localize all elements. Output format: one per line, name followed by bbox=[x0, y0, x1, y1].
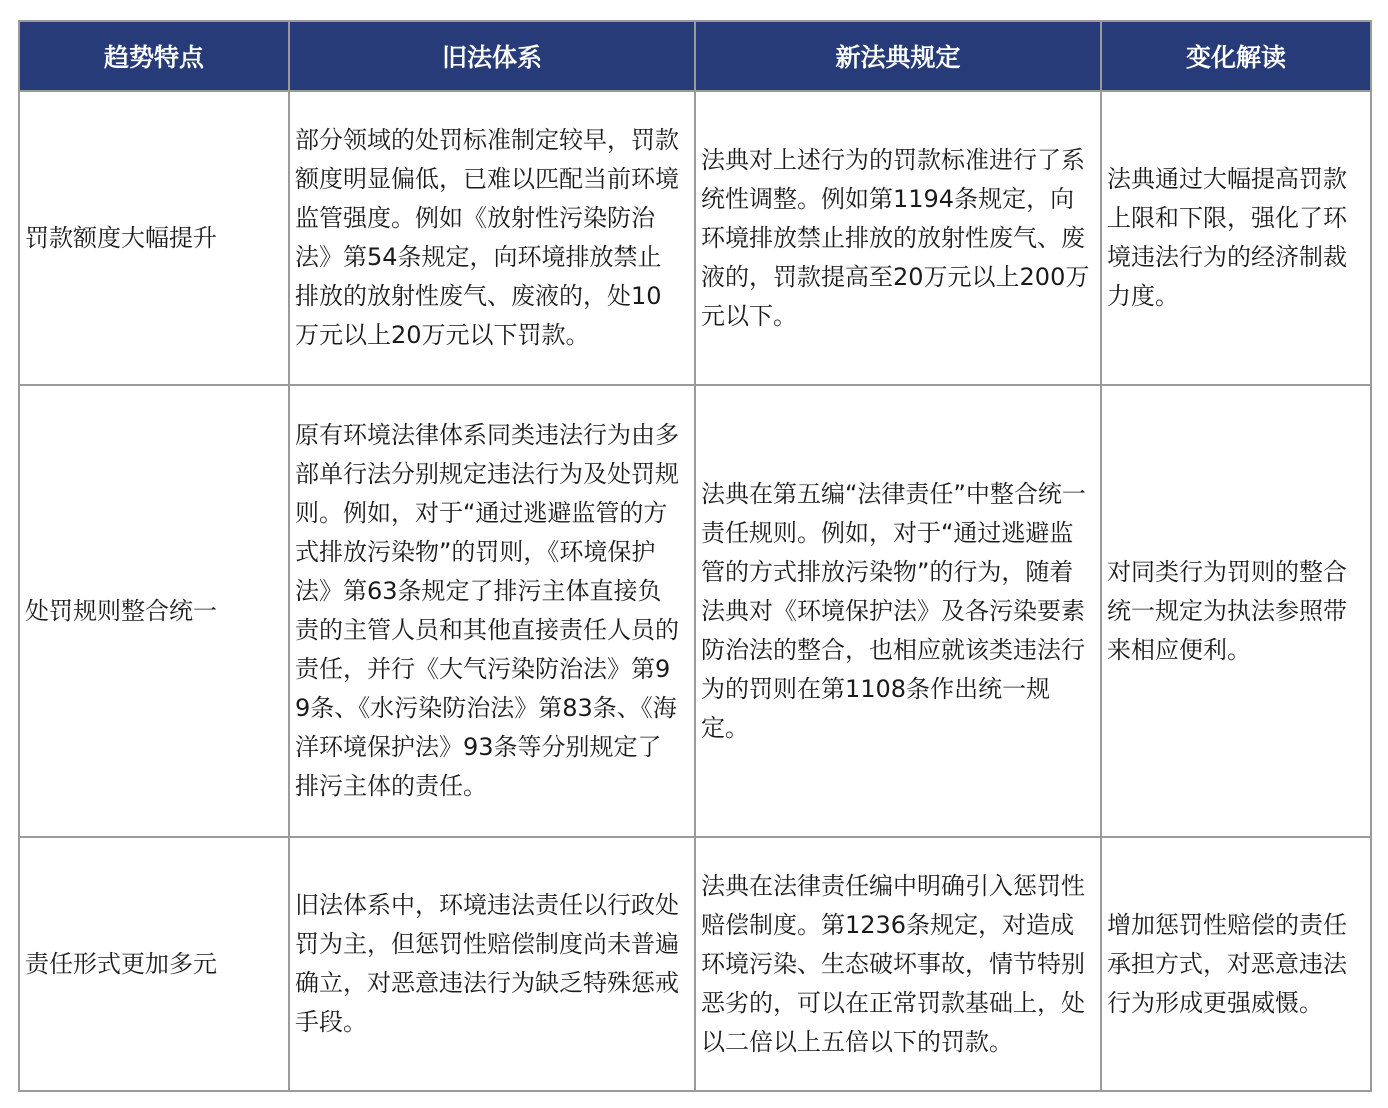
old-law-cell: 原有环境法律体系同类违法行为由多部单行法分别规定违法行为及处罚规则。例如，对于“通过逃避监管的方式排放污染物”的罚则，《环境保护法》第63条规定了排污主体直接负责的主管人员和其他直接责任人员的责任，并行《大气污染防治法》第99条、《水污染防治法》第83条、《海洋环境保护法》93条等分别规定了排污主体的责任。 bbox=[289, 385, 695, 837]
trend-cell: 罚款额度大幅提升 bbox=[19, 91, 289, 385]
comparison-table bbox=[18, 20, 1372, 1092]
header-row bbox=[19, 21, 1371, 91]
header-new-code: 新法典规定 bbox=[695, 21, 1101, 91]
header-trend: 趋势特点 bbox=[19, 21, 289, 91]
new-code-cell: 法典对上述行为的罚款标准进行了系统性调整。例如第1194条规定，向环境排放禁止排放的放射性废气、废液的，罚款提高至20万元以上200万元以下。 bbox=[695, 91, 1101, 385]
old-law-cell: 旧法体系中，环境违法责任以行政处罚为主，但惩罚性赔偿制度尚未普遍确立，对恶意违法行为缺乏特殊惩戒手段。 bbox=[289, 837, 695, 1091]
new-code-cell: 法典在法律责任编中明确引入惩罚性赔偿制度。第1236条规定，对造成环境污染、生态破坏事故，情节特别恶劣的，可以在正常罚款基础上，处以二倍以上五倍以下的罚款。 bbox=[695, 837, 1101, 1091]
header-interpretation: 变化解读 bbox=[1101, 21, 1371, 91]
header-old-law: 旧法体系 bbox=[289, 21, 695, 91]
new-code-cell: 法典在第五编“法律责任”中整合统一责任规则。例如，对于“通过逃避监管的方式排放污染物”的行为，随着法典对《环境保护法》及各污染要素防治法的整合，也相应就该类违法行为的罚则在第1108条作出统一规定。 bbox=[695, 385, 1101, 837]
interpretation-cell: 法典通过大幅提高罚款上限和下限，强化了环境违法行为的经济制裁力度。 bbox=[1101, 91, 1371, 385]
table-row bbox=[19, 91, 1371, 385]
table-row bbox=[19, 385, 1371, 837]
table-row bbox=[19, 837, 1371, 1091]
trend-cell: 责任形式更加多元 bbox=[19, 837, 289, 1091]
interpretation-cell: 对同类行为罚则的整合统一规定为执法参照带来相应便利。 bbox=[1101, 385, 1371, 837]
old-law-cell: 部分领域的处罚标准制定较早，罚款额度明显偏低，已难以匹配当前环境监管强度。例如《放射性污染防治法》第54条规定，向环境排放禁止排放的放射性废气、废液的，处10万元以上20万元以下罚款。 bbox=[289, 91, 695, 385]
trend-cell: 处罚规则整合统一 bbox=[19, 385, 289, 837]
interpretation-cell: 增加惩罚性赔偿的责任承担方式，对恶意违法行为形成更强威慑。 bbox=[1101, 837, 1371, 1091]
